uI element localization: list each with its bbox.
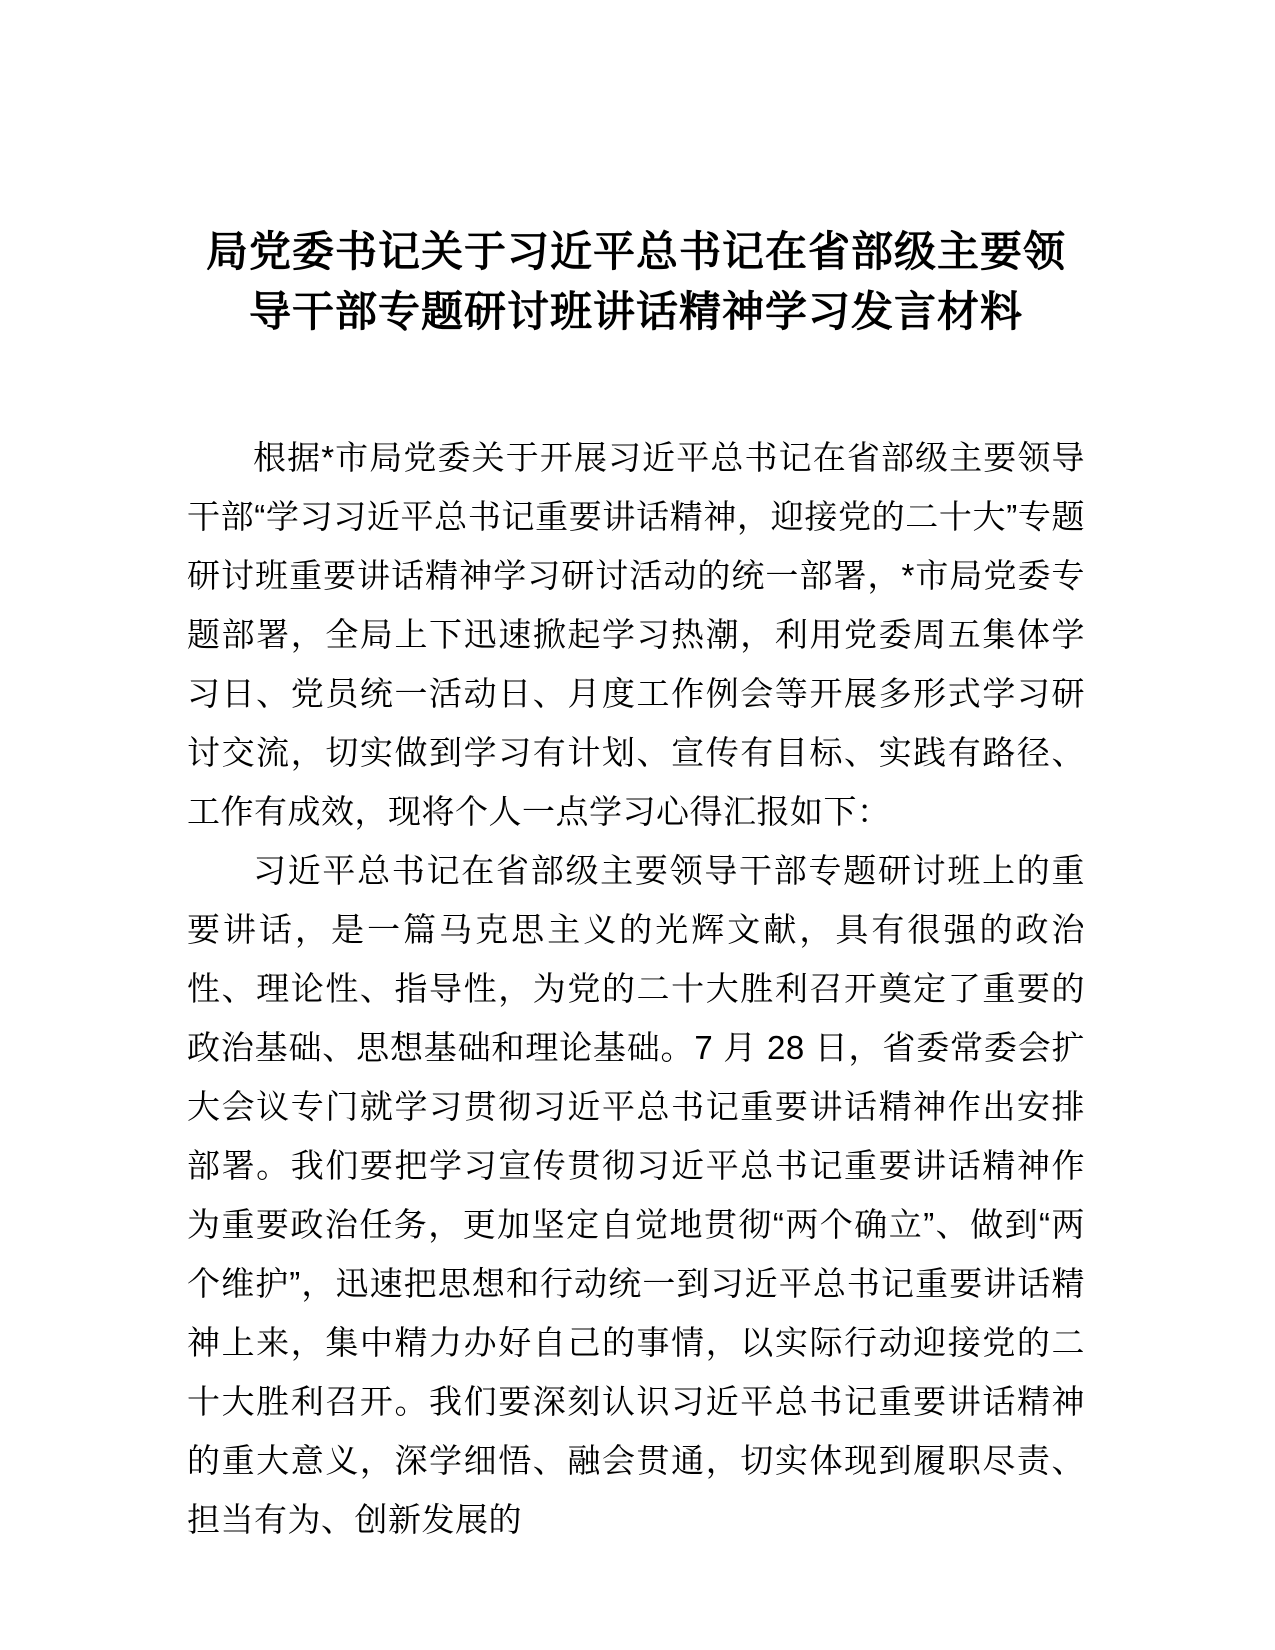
paragraph-1: 根据*市局党委关于开展习近平总书记在省部级主要领导干部“学习习近平总书记重要讲话精神，迎接党的二十大”专题研讨班重要讲话精神学习研讨活动的统一部署，*市局党委专题部署，全局上下迅速掀起学习热潮，利用党委周五集体学习日、党员统一活动日、月度工作例会等开展多形式学习研讨交流，切实做到学习有计划、宣传有目标、实践有路径、工作有成效，现将个人一点学习心得汇报如下： <box>187 439 1085 830</box>
document-title <box>187 0 1085 342</box>
document-title-line-1: 局党委书记关于习近平总书记在省部级主要领 <box>205 228 1066 275</box>
document-title-line-2: 导干部专题研讨班讲话精神学习发言材料 <box>248 288 1023 335</box>
document-content <box>187 0 1085 1549</box>
document-body <box>187 428 1085 1549</box>
paragraph-2: 习近平总书记在省部级主要领导干部专题研讨班上的重要讲话，是一篇马克思主义的光辉文献，具有很强的政治性、理论性、指导性，为党的二十大胜利召开奠定了重要的政治基础、思想基础和理论基础。7 月 28 日，省委常委会扩大会议专门就学习贯彻习近平总书记重要讲话精神作出安排部署。我们要把学习宣传贯彻习近平总书记重要讲话精神作为重要政治任务，更加坚定自觉地贯彻“两个确立”、做到“两个维护”，迅速把思想和行动统一到习近平总书记重要讲话精神上来，集中精力办好自己的事情，以实际行动迎接党的二十大胜利召开。我们要深刻认识习近平总书记重要讲话精神的重大意义，深学细悟、融会贯通，切实体现到履职尽责、担当有为、创新发展的 <box>187 852 1085 1538</box>
